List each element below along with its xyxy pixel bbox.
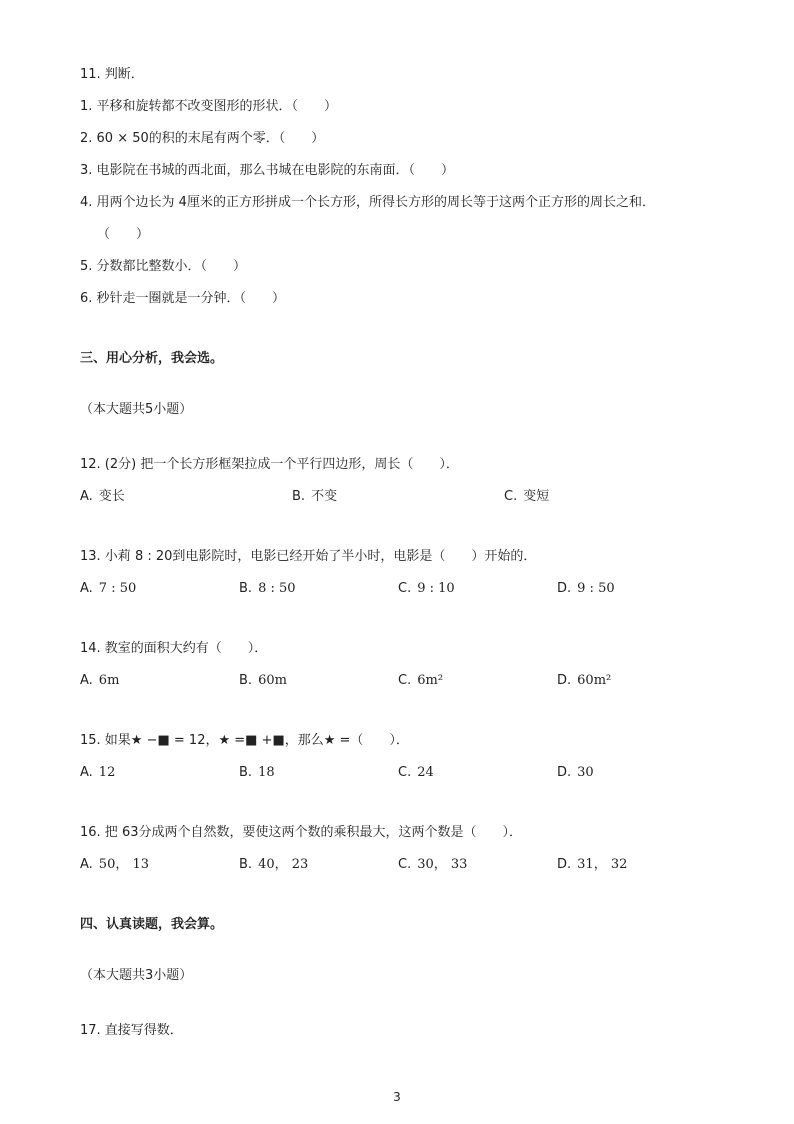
question-16-options (80, 856, 720, 874)
option-text: 7 : 50 (98, 581, 137, 596)
option-label: A. (80, 581, 93, 596)
option-label: A. (80, 857, 93, 872)
option-label: C. (504, 489, 518, 504)
option-c (398, 764, 434, 782)
option-text: 9 : 50 (577, 581, 615, 596)
option-label: C. (398, 857, 412, 872)
option-c (398, 856, 467, 874)
option-text: 30， 33 (417, 857, 468, 872)
option-text: 变短 (523, 489, 550, 504)
option-label: A. (80, 765, 93, 780)
option-d (557, 580, 615, 598)
option-a (80, 856, 149, 874)
option-text: 24 (417, 765, 434, 780)
option-text: 31， 32 (577, 857, 628, 872)
question-14-stem: 14. 教室的面积大约有（ ）． (80, 641, 268, 656)
judge-item-1: 1. 平移和旋转都不改变图形的形状．（ ） (80, 99, 338, 114)
option-a (80, 580, 136, 598)
option-label: B. (239, 673, 253, 688)
section-3-heading: 三、用心分析，我会选。 (80, 351, 224, 366)
option-label: C. (398, 765, 412, 780)
question-14-options (80, 672, 720, 690)
option-text: 18 (258, 765, 275, 780)
judge-item-3: 3. 电影院在书城的西北面，那么书城在电影院的东南面．（ ） (80, 163, 455, 178)
option-text: 6m² (417, 673, 444, 688)
option-label: D. (557, 857, 572, 872)
option-label: D. (557, 765, 572, 780)
judge-item-4: 4. 用两个边长为 4厘米的正方形拼成一个长方形，所得长方形的周长等于这两个正方形的周长之和． (80, 195, 655, 210)
option-text: 30 (577, 765, 594, 780)
judge-item-6: 6. 秒针走一圈就是一分钟．（ ） (80, 291, 286, 306)
judge-item-2: 2. 60 × 50的积的末尾有两个零．（ ） (80, 131, 325, 146)
option-text: 40， 23 (258, 857, 309, 872)
option-c (398, 672, 443, 690)
question-16-stem: 16. 把 63分成两个自然数，要使这两个数的乘积最大，这两个数是（ ）． (80, 825, 522, 840)
question-15-options (80, 764, 720, 782)
section-4-heading: 四、认真读题，我会算。 (80, 917, 224, 932)
section-4-note: （本大题共3小题） (80, 968, 193, 983)
option-label: A. (80, 673, 93, 688)
question-17-stem: 17. 直接写得数． (80, 1023, 183, 1038)
option-a (80, 764, 115, 782)
option-text: 60m² (577, 673, 612, 688)
option-label: B. (239, 765, 253, 780)
option-label: D. (557, 673, 572, 688)
option-text: 12 (98, 765, 116, 780)
option-d (557, 856, 627, 874)
option-text: 6m (98, 673, 120, 688)
option-label: C. (398, 581, 412, 596)
section-3-note: （本大题共5小题） (80, 402, 193, 417)
option-text: 50， 13 (98, 857, 150, 872)
page-number: 3 (393, 1090, 401, 1104)
option-b (239, 764, 275, 782)
question-13-options (80, 580, 720, 598)
option-label: B. (239, 581, 253, 596)
question-15-stem: 15. 如果★ −■ = 12，★ =■ +■，那么★ =（ ）． (80, 733, 409, 748)
question-13-stem: 13. 小莉 8 : 20到电影院时，电影已经开始了半小时，电影是（ ）开始的． (80, 549, 537, 564)
option-label: C. (398, 673, 412, 688)
option-c (504, 488, 549, 506)
option-d (557, 764, 594, 782)
option-d (557, 672, 611, 690)
judge-item-5: 5. 分数都比整数小．（ ） (80, 259, 247, 274)
option-label: D. (557, 581, 572, 596)
option-b (239, 580, 296, 598)
option-c (398, 580, 455, 598)
option-text: 9 : 10 (417, 581, 455, 596)
question-12-options (80, 488, 720, 506)
option-label: B. (292, 489, 306, 504)
option-text: 不变 (311, 489, 338, 504)
option-a (80, 672, 119, 690)
option-b (292, 488, 337, 506)
option-text: 8 : 50 (258, 581, 296, 596)
option-b (239, 856, 308, 874)
option-text: 变长 (98, 489, 125, 504)
option-label: A. (80, 489, 93, 504)
option-a (80, 488, 125, 506)
option-label: B. (239, 857, 253, 872)
question-12-stem: 12. (2分) 把一个长方形框架拉成一个平行四边形，周长（ ）． (80, 457, 459, 472)
option-b (239, 672, 287, 690)
question-11-title: 11. 判断． (80, 67, 144, 82)
judge-item-4-bracket: （ ） (97, 227, 150, 242)
option-text: 60m (258, 673, 287, 688)
